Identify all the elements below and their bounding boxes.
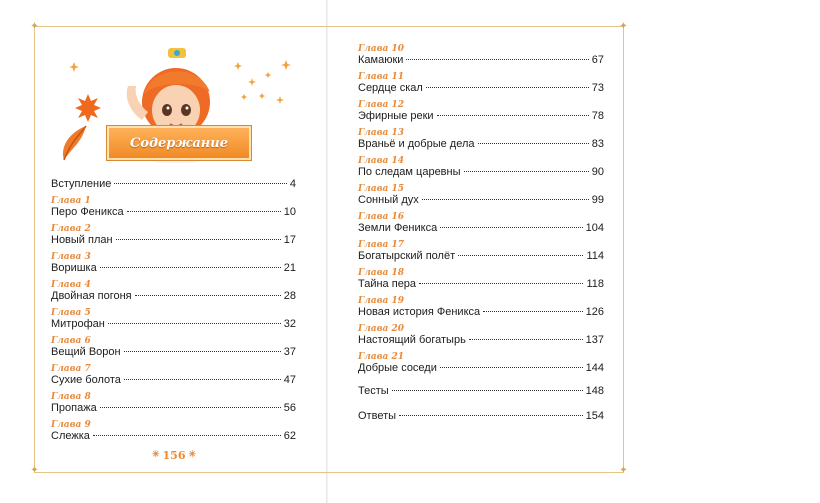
chapter-label: Глава 20 (358, 324, 405, 334)
dot-leader (478, 143, 589, 144)
toc-page-number: 99 (591, 194, 604, 206)
chapter-label: Глава 11 (358, 72, 405, 82)
toc-title: Вещий Ворон (51, 346, 121, 358)
chapter-label: Глава 9 (51, 420, 91, 430)
toc-page-number: 83 (591, 138, 604, 150)
dot-leader (469, 339, 583, 340)
chapter-label: Глава 21 (358, 352, 405, 362)
dot-leader (116, 239, 281, 240)
toc-row (358, 222, 604, 236)
toc-page-number: 73 (591, 82, 604, 94)
toc-page-number: 78 (591, 110, 604, 122)
toc-title: Пропажа (51, 402, 97, 414)
sun-icon (75, 94, 101, 122)
chapter-label: Глава 1 (51, 196, 91, 206)
chapter-label: Глава 8 (51, 392, 91, 402)
toc-row (51, 374, 296, 388)
feather-icon (63, 126, 86, 160)
toc-title: Тайна пера (358, 278, 417, 290)
dot-leader (124, 379, 281, 380)
toc-title: Вступление (51, 178, 112, 190)
chapter-label: Глава 15 (358, 184, 405, 194)
dot-leader (108, 323, 281, 324)
toc-row (51, 290, 296, 304)
dot-leader (100, 407, 281, 408)
toc-page-number: 144 (585, 362, 604, 374)
corner-ornament-icon: ✦ (30, 21, 39, 32)
toc-row (51, 402, 296, 416)
toc-title: Тесты (358, 385, 389, 397)
dot-leader (422, 199, 589, 200)
star-icon: ✳ (188, 450, 197, 460)
toc-row (358, 385, 604, 399)
blank-margin (637, 0, 820, 503)
toc-row (358, 306, 604, 320)
toc-row (358, 166, 604, 180)
toc-page-number: 37 (283, 346, 296, 358)
corner-ornament-icon: ✦ (619, 21, 628, 32)
toc-row (358, 334, 604, 348)
toc-page-number: 4 (289, 178, 296, 190)
toc-page-number: 17 (283, 234, 296, 246)
toc-page-number: 56 (283, 402, 296, 414)
toc-title: Земли Феникса (358, 222, 438, 234)
toc-row (358, 110, 604, 124)
chapter-label: Глава 12 (358, 100, 405, 110)
chapter-label: Глава 10 (358, 44, 405, 54)
toc-row (51, 178, 296, 192)
toc-title: По следам царевны (358, 166, 461, 178)
chapter-label: Глава 18 (358, 268, 405, 278)
contents-banner (107, 126, 251, 160)
dot-leader (93, 435, 281, 436)
toc-page-number: 118 (586, 278, 604, 290)
dot-leader (399, 415, 583, 416)
toc-row (358, 410, 604, 424)
dot-leader (100, 267, 281, 268)
toc-title: Новая история Феникса (358, 306, 481, 318)
chapter-label: Глава 19 (358, 296, 405, 306)
toc-title: Сердце скал (358, 82, 423, 94)
toc-page-number: 62 (283, 430, 296, 442)
toc-page-number: 21 (283, 262, 296, 274)
toc-page-number: 32 (283, 318, 296, 330)
toc-row (51, 346, 296, 360)
toc-row (358, 138, 604, 152)
dot-leader (114, 183, 287, 184)
dot-leader (437, 115, 589, 116)
toc-page-number: 47 (283, 374, 296, 386)
chapter-label: Глава 3 (51, 252, 91, 262)
toc-title: Двойная погоня (51, 290, 132, 302)
toc-row (358, 82, 604, 96)
toc-title: Новый план (51, 234, 113, 246)
dot-leader (406, 59, 588, 60)
toc-row (358, 194, 604, 208)
toc-title: Настоящий богатырь (358, 334, 466, 346)
toc-title: Перо Феникса (51, 206, 124, 218)
toc-title: Ответы (358, 410, 397, 422)
chapter-label: Глава 4 (51, 280, 91, 290)
dot-leader (464, 171, 589, 172)
toc-row (358, 278, 604, 292)
toc-page-number: 114 (586, 250, 604, 262)
toc-page-number: 10 (283, 206, 296, 218)
chapter-label: Глава 17 (358, 240, 405, 250)
toc-row (51, 262, 296, 276)
toc-page-number: 137 (585, 334, 604, 346)
star-icon: ✳ (151, 450, 160, 460)
chapter-label: Глава 13 (358, 128, 405, 138)
toc-row (51, 206, 296, 220)
corner-ornament-icon: ✦ (30, 465, 39, 476)
toc-row (51, 430, 296, 444)
toc-page-number: 126 (585, 306, 604, 318)
toc-title: Митрофан (51, 318, 105, 330)
chapter-label: Глава 7 (51, 364, 91, 374)
toc-row (358, 54, 604, 68)
dot-leader (392, 390, 583, 391)
toc-title: Добрые соседи (358, 362, 437, 374)
toc-title: Богатырский полёт (358, 250, 456, 262)
dot-leader (458, 255, 583, 256)
toc-row (51, 318, 296, 332)
contents-title: Содержание (129, 135, 228, 151)
chapter-label: Глава 6 (51, 336, 91, 346)
toc-page-number: 67 (591, 54, 604, 66)
toc-title: Воришка (51, 262, 97, 274)
toc-page-number: 104 (585, 222, 604, 234)
dot-leader (124, 351, 281, 352)
toc-row (51, 234, 296, 248)
toc-title: Камаюки (358, 54, 404, 66)
toc-title: Сухие болота (51, 374, 121, 386)
corner-ornament-icon: ✦ (619, 465, 628, 476)
chapter-label: Глава 16 (358, 212, 405, 222)
dot-leader (135, 295, 281, 296)
toc-title: Эфирные реки (358, 110, 434, 122)
dot-leader (419, 283, 583, 284)
dot-leader (127, 211, 281, 212)
toc-row (358, 250, 604, 264)
chapter-label: Глава 2 (51, 224, 91, 234)
toc-title: Слежка (51, 430, 90, 442)
dot-leader (426, 87, 589, 88)
toc-title: Сонный дух (358, 194, 419, 206)
toc-row (358, 362, 604, 376)
toc-page-number: 154 (585, 410, 604, 422)
page-number-value: 156 (162, 448, 186, 462)
page-number (152, 448, 196, 462)
toc-title: Враньё и добрые дела (358, 138, 475, 150)
dot-leader (483, 311, 583, 312)
chapter-label: Глава 5 (51, 308, 91, 318)
dot-leader (440, 227, 582, 228)
toc-page-number: 148 (585, 385, 604, 397)
toc-page-number: 28 (283, 290, 296, 302)
chapter-label: Глава 14 (358, 156, 405, 166)
dot-leader (440, 367, 583, 368)
toc-page-number: 90 (591, 166, 604, 178)
